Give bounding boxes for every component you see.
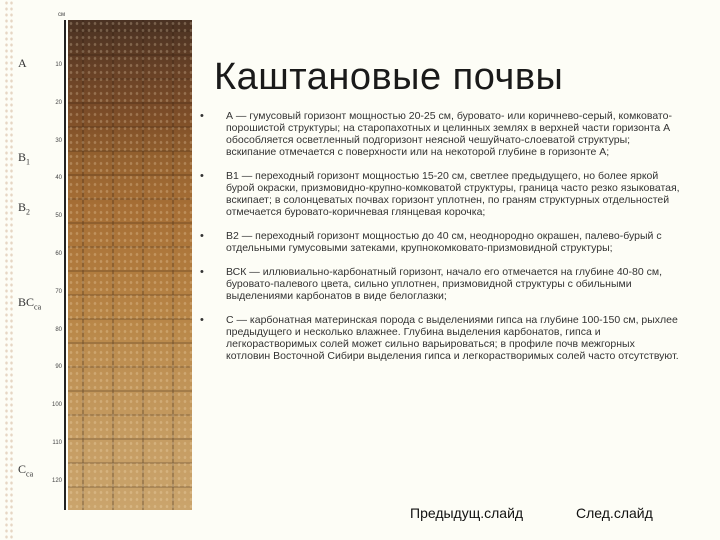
ruler-tick-label: 120 xyxy=(51,477,62,484)
list-item xyxy=(200,110,680,158)
horizon-label-cca: $C_{ca}$ xyxy=(18,462,34,479)
list-item-text: ВСК — иллювиально-карбонатный горизонт, начало его отмечается на глубине 40-80 см, буровато-палевого цвета, сильно уплотнен, призмовидной структуры с обильными выделениями карбонатов в виде белоглазки; xyxy=(226,266,662,302)
list-item-text: А — гумусовый горизонт мощностью 20-25 см, буровато- или коричнево-серый, комковато-порошистой структуры; на старопахотных и целинных землях в верхней части горизонта А обособляется осветленный подгоризонт неясной чешуйчато-слоеватой структуры; вскипание отмечается с поверхности или на некоторой глубине в горизонте А; xyxy=(226,110,672,158)
ruler-tick-label: 10 xyxy=(55,62,62,68)
ruler-tick-label: 90 xyxy=(55,364,62,371)
ruler-tick-label: 50 xyxy=(55,213,62,220)
ruler-tick-label: 100 xyxy=(51,402,62,409)
bullet-icon: • xyxy=(200,170,204,182)
list-item xyxy=(200,230,680,254)
list-item-text: В1 — переходный горизонт мощностью 15-20 см, светлее предыдущего, но более яркой бурой окраски, призмовидно-крупно-комковатой структуры, граница часто резко языковатая, вскипает; в солонцеватых почвах горизонт уплотнен, по граням структурных отдельностей отмечается буровато-коричневая глянцевая корочка; xyxy=(226,170,680,218)
next-slide-link[interactable]: След.слайд xyxy=(576,505,653,521)
horizon-description-list xyxy=(200,110,680,374)
horizon-label-bcca: $BC_{ca}$ xyxy=(18,295,42,312)
horizon-label-a: A xyxy=(18,56,27,70)
bullet-icon: • xyxy=(200,314,204,326)
list-item-text: С — карбонатная материнская порода с выделениями гипса на глубине 100-150 см, рыхлее предыдущего и несколько влажнее. Глубина выделения карбонатов, гипса и легкорастворимых солей может сильно варьироваться; в профиле почв межгорных котловин Восточной Сибири выделения гипса и легкорастворимых солей часто отсутствуют. xyxy=(226,314,679,362)
list-item-text: В2 — переходный горизонт мощностью до 40 см, неоднородно окрашен, палево-бурый с отдельными гумусовыми затеками, крупнокомковато-призмовидной структуры; xyxy=(226,230,662,254)
horizon-label-b1: $B_1$ xyxy=(18,150,31,167)
ruler-tick-label: 70 xyxy=(55,288,62,295)
soil-profile-image xyxy=(68,20,192,510)
list-item xyxy=(200,170,680,218)
previous-slide-link[interactable]: Предыдущ.слайд xyxy=(410,505,524,521)
slide-title: Каштановые почвы xyxy=(214,56,564,98)
bullet-icon: • xyxy=(200,110,204,122)
list-item xyxy=(200,266,680,302)
bullet-icon: • xyxy=(200,230,204,242)
soil-texture-grain xyxy=(68,20,192,510)
list-item xyxy=(200,314,680,362)
ruler-tick-label: 20 xyxy=(55,99,62,106)
horizon-label-b2: $B_2$ xyxy=(18,200,31,217)
decorative-dot-border xyxy=(4,0,14,540)
depth-ruler xyxy=(64,20,66,510)
ruler-tick-label: 30 xyxy=(55,137,62,144)
ruler-tick-label: 40 xyxy=(55,175,62,182)
bullet-icon: • xyxy=(200,266,204,278)
ruler-tick-label: 60 xyxy=(55,251,62,257)
ruler-tick-label: 110 xyxy=(52,440,62,446)
ruler-unit-label: см xyxy=(58,12,66,18)
ruler-tick-label: 80 xyxy=(55,326,62,333)
